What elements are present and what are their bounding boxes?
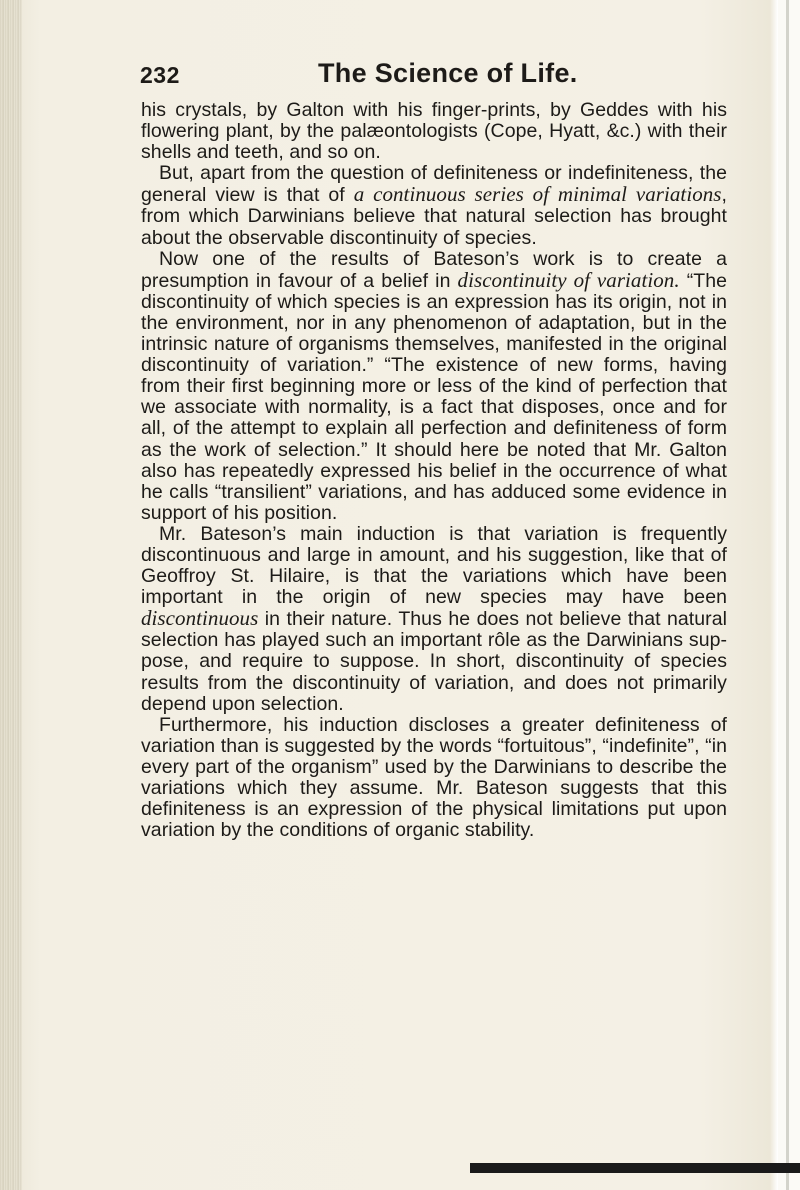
page-header bbox=[140, 58, 720, 94]
right-binding bbox=[778, 0, 800, 1190]
paragraph-2 bbox=[141, 163, 727, 248]
paragraph-text: But, apart from the question of definiteness or indefiniteness, the general view is that of bbox=[141, 162, 727, 207]
paragraph-text: his crystals, by Galton with his finger-prints, by Geddes with his flowering plant, by the palæontologists (Cope, Hyatt, &c.) with their shells and teeth, and so on. bbox=[141, 99, 727, 164]
paragraph-text: in their nature. Thus he does not believe that natural selection has played such an important rôle as the Darwinians suppose, and require to suppose. In short, discontinuity of species results from the discontinuity of variation, and does not primarily depend upon selection. bbox=[141, 608, 727, 715]
paragraph-4 bbox=[141, 524, 727, 715]
binding-shadow-line bbox=[786, 0, 789, 1190]
body-text bbox=[141, 100, 727, 841]
italic-phrase: discontinuity of variation. bbox=[457, 267, 680, 292]
paragraph-3 bbox=[141, 249, 727, 524]
left-page-edge bbox=[0, 0, 22, 1190]
paragraph-text: Mr. Bateson’s main induction is that variation is frequently discontinuous and large in amount, and his suggestion, like that of Geoffroy St. Hilaire, is that the variations which have been important in the origin of new species may have been bbox=[141, 522, 727, 609]
italic-phrase: a continuous series of minimal variations bbox=[353, 182, 722, 207]
paragraph-text: “The discontinuity of which species is an expression has its origin, not in the environment, nor in any phenomenon of adaptation, but in the intrinsic nature of organisms themselves, manifested in the original discontinuity of variation.” “The existence of new forms, having from their first beginning more or less of the kind of perfection that we associate with normality, is a fact that disposes, once and for all, of the attempt to explain all perfection and definiteness of form as the work of selection.” It should here be noted that Mr. Galton also has repeatedly expressed his belief in the occurrence of what he calls “transilient” variations, and has adduced some evidence in support of his position. bbox=[141, 269, 727, 524]
page-number: 232 bbox=[140, 62, 180, 88]
running-head: The Science of Life. bbox=[318, 58, 578, 88]
paragraph-text: Furthermore, his induction discloses a greater definiteness of variation than is suggested by the words “fortuitous”, “indefinite”, “in every part of the organism” used by the Darwinians to describe the variations which they assume. Mr. Bateson suggests that this definiteness is an expression of the physical limitations put upon variation by the conditions of organic stability. bbox=[141, 713, 727, 842]
paragraph-text: Now one of the results of Bateson’s work is to create a presumption in favour of a belief in bbox=[141, 247, 727, 292]
paragraph-text: , from which Darwinians believe that natural selection has brought about the observable discontinuity of species. bbox=[141, 184, 727, 249]
italic-phrase: discontinuous bbox=[141, 606, 259, 631]
paragraph-1 bbox=[141, 100, 727, 163]
bottom-edge-bar bbox=[470, 1163, 800, 1173]
paragraph-5 bbox=[141, 715, 727, 842]
